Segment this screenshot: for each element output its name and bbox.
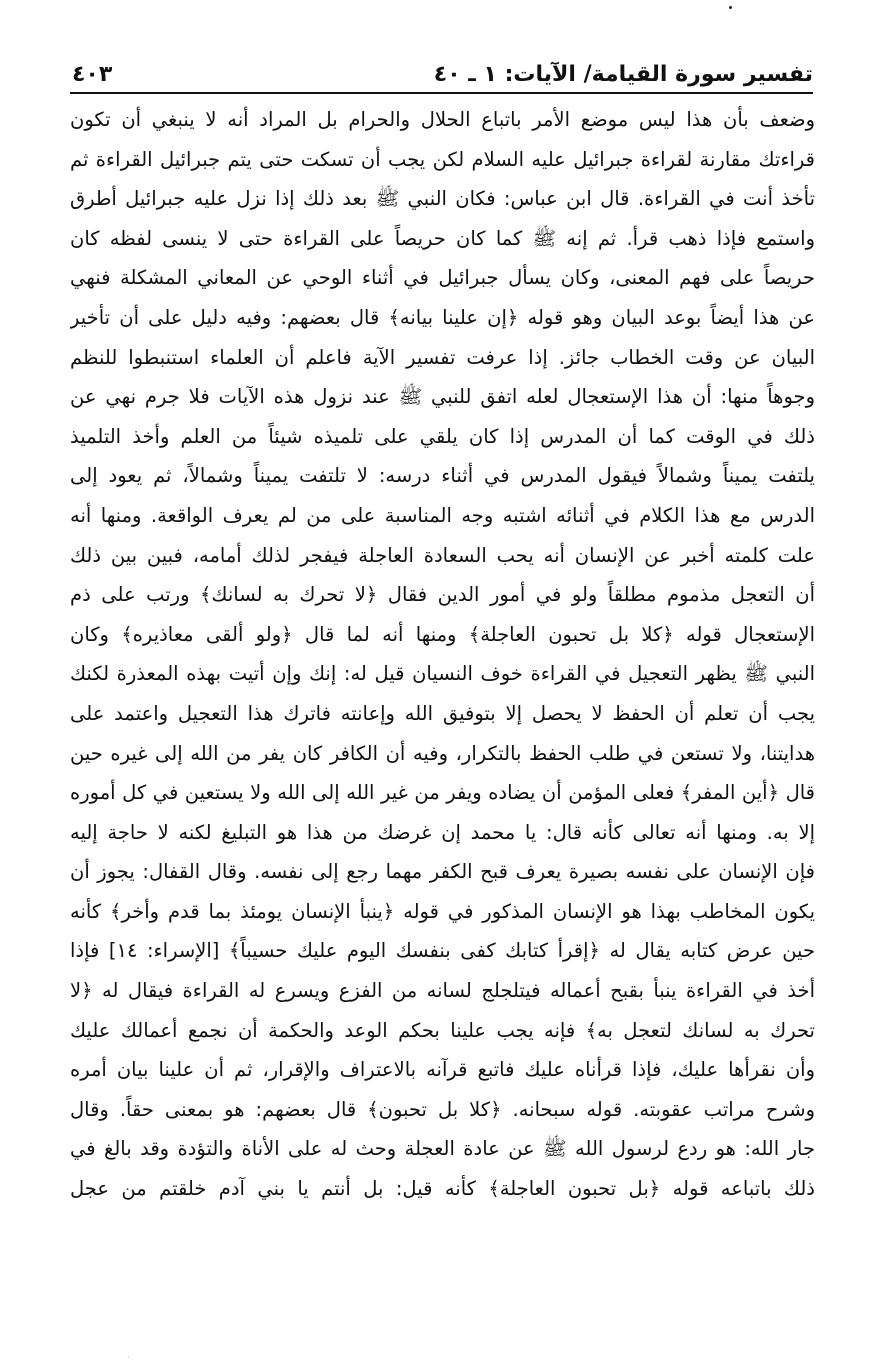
text-line: وجوهاً منها: أن هذا الإستعجال لعله اتفق للنبي ﷺ عند نزول هذه الآيات فلا جرم نهي عن bbox=[70, 385, 815, 409]
page-speck bbox=[128, 1356, 129, 1357]
page-speck bbox=[729, 6, 732, 9]
text-line: حين عرض كتابه يقال له ﴿إقرأ كتابك كفى بنفسك اليوم عليك حسيباً﴾ [الإسراء: ١٤] فإذا bbox=[70, 939, 815, 963]
text-line: وأن نقرأها عليك، فإذا قرأناه عليك فاتبع قرآنه بالاعتراف والإقرار، ثم أن علينا بيان أمره bbox=[70, 1058, 815, 1082]
header-rule bbox=[70, 92, 813, 94]
text-line: جار الله: هو ردع لرسول الله ﷺ عن عادة العجلة وحث له على الأناة والتؤدة وقد بالغ في bbox=[70, 1137, 815, 1161]
text-line: البيان عن وقت الخطاب جائز. إذا عرفت تفسير الآية فاعلم أن العلماء استنبطوا للنظم bbox=[70, 345, 815, 369]
text-line: النبي ﷺ يظهر التعجيل في القراءة خوف النسيان قيل له: إنك وإن أتيت بهذه المعذرة لكنك bbox=[70, 662, 815, 686]
text-line: واستمع فإذا ذهب قرأ. ثم إنه ﷺ كما كان حريصاً على القراءة حتى لا ينسى لفظه كان bbox=[70, 226, 815, 250]
text-line: الإستعجال قوله ﴿كلا بل تحبون العاجلة﴾ ومنها أنه لما قال ﴿ولو ألقى معاذيره﴾ وكان bbox=[70, 622, 815, 646]
text-line: تأخذ أنت في القراءة. قال ابن عباس: فكان النبي ﷺ بعد ذلك إذا نزل عليه جبرائيل أطرق bbox=[70, 187, 815, 211]
text-line: وضعف بأن هذا ليس موضع الأمر باتباع الحلال والحرام بل المراد أنه لا ينبغي أن تكون bbox=[70, 108, 815, 131]
text-line: أن التعجل مذموم مطلقاً ولو في أمور الدين فقال ﴿لا تحرك به لسانك﴾ ورتب على ذم bbox=[70, 583, 815, 607]
body-text bbox=[70, 100, 815, 1209]
text-line: قال ﴿أين المفر﴾ فعلى المؤمن أن يضاده ويفر من غير الله إلى الله ولا يستعين في كل أموره bbox=[70, 781, 815, 805]
text-line: ذلك في الوقت كما أن المدرس إذا كان يلقي على تلميذه شيئاً من العلم وأخذ التلميذ bbox=[70, 424, 815, 448]
text-line: هدايتنا، ولا تستعن في طلب الحفظ بالتكرار، وفيه أن الكافر كان يفر من الله إلى غيره حين bbox=[70, 741, 815, 765]
text-line: يكون المخاطب بهذا هو الإنسان المذكور في قوله ﴿ينبأ الإنسان يومئذ بما قدم وأخر﴾ كأنه bbox=[70, 899, 815, 923]
text-line: فإن الإنسان على نفسه بصيرة يعرف قبح الكفر مهما رجع إلى نفسه. وقال القفال: يجوز أن bbox=[70, 860, 815, 884]
text-line: علت كلمته أخبر عن الإنسان أنه يحب السعادة العاجلة فيفجر لذلك أمامه، فبين بين ذلك bbox=[70, 543, 815, 567]
text-line: عن هذا أيضاً بوعد البيان وهو قوله ﴿إن علينا بيانه﴾ قال بعضهم: وفيه دليل على أن تأخير bbox=[70, 305, 815, 329]
text-line: حريصاً على فهم المعنى، وكان يسأل جبرائيل في أثناء الوحي عن المعاني المشكلة فنهي bbox=[70, 266, 815, 290]
text-line: الدرس مع هذا الكلام في أثنائه اشتبه وجه المناسبة على من لم يعرف الواقعة. ومنها أنه bbox=[70, 503, 815, 527]
text-line: قراءتك مقارنة لقراءة جبرائيل عليه السلام لكن يجب أن تسكت حتى يتم جبرائيل القراءة ثم bbox=[70, 147, 815, 171]
text-line: وشرح مراتب عقوبته. قوله سبحانه. ﴿كلا بل تحبون﴾ قال بعضهم: هو بمعنى حقاً. وقال bbox=[70, 1097, 815, 1121]
text-line: يلتفت يميناً وشمالاً فيقول المدرس في أثناء درسه: لا تلتفت يميناً وشمالاً، ثم يعود إلى bbox=[70, 464, 815, 488]
running-title: تفسير سورة القيامة/ الآيات: ١ ـ ٤٠ bbox=[433, 61, 813, 87]
running-header bbox=[72, 58, 813, 90]
page-number: ٤٠٣ bbox=[72, 61, 113, 87]
text-line: ذلك باتباعه قوله ﴿بل تحبون العاجلة﴾ كأنه قيل: بل أنتم يا بني آدم خلقتم من عجل bbox=[70, 1177, 815, 1201]
text-line: تحرك به لسانك لتعجل به﴾ فإنه يجب علينا بحكم الوعد والحكمة أن نجمع أعمالك عليك bbox=[70, 1018, 815, 1042]
text-line: أخذ في القراءة ينبأ بقبح أعماله فيتلجلج لسانه من الفزع ويسرع له القراءة فيقال له ﴿لا bbox=[70, 979, 815, 1003]
text-line: إلا به. ومنها أنه تعالى كأنه قال: يا محمد إن غرضك من هذا هو التبليغ لكنه لا حاجة إليه bbox=[70, 820, 815, 844]
text-line: يجب أن تعلم أن الحفظ لا يحصل إلا بتوفيق الله وإعانته فاترك هذا التعجيل واعتمد على bbox=[70, 701, 815, 725]
